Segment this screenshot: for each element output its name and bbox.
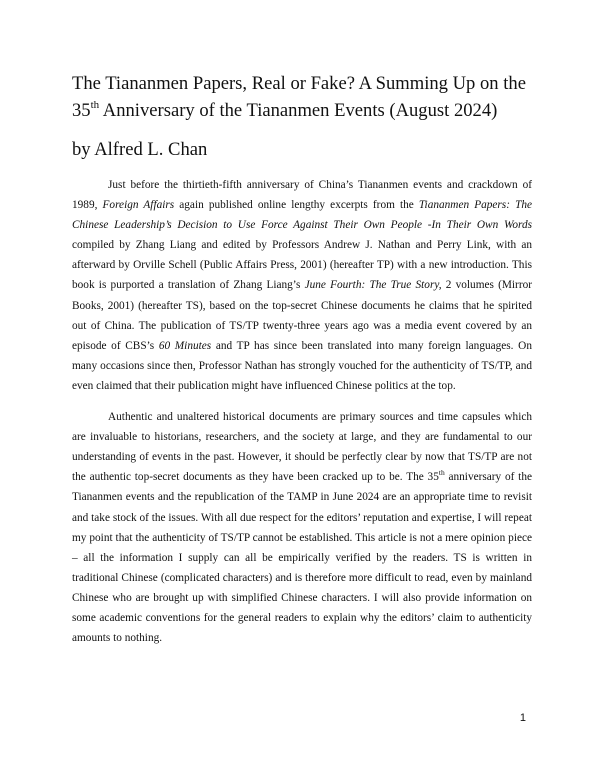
paragraph-2-superscript: th	[438, 467, 445, 477]
paragraph-1-italic-2: Tiananmen Papers: The Chinese Leadership’s Decision to Use Force Against Their Own People -In Their Own Words	[72, 199, 533, 232]
document-body	[72, 175, 532, 648]
title-line-1: The Tiananmen Papers, Real or Fake? A Summing Up on the	[72, 73, 526, 94]
title-line-2-prefix: 35	[72, 100, 91, 121]
paragraph-1-text-2: again published online lengthy excerpts from the	[174, 199, 419, 212]
paragraph-1-italic-1: Foreign Affairs	[102, 199, 175, 212]
paragraph-2	[72, 407, 532, 648]
paragraph-1-italic-4: 60 Minutes	[158, 339, 212, 352]
title-superscript: th	[90, 98, 100, 111]
paragraph-1-text-4: 2 volumes (Mirror Books, 2001) (hereafter TS), based on the top-secret Chinese documents he claims that he spirited out of China. The publication of TS/TP twenty-three years ago was a media event covered by an episode of CBS’s	[72, 279, 532, 352]
paragraph-1	[72, 175, 532, 396]
paragraph-1-text-5: and TP has since been translated into many foreign languages. On many occasions since then, Professor Nathan has strongly vouched for the authenticity of TS/TP, and even claimed that their publication might have influenced Chinese politics at the top.	[72, 339, 532, 392]
title-line-2-rest: Anniversary of the Tiananmen Events (August 2024)	[99, 100, 498, 121]
paragraph-1-text-3: compiled by Zhang Liang and edited by Professors Andrew J. Nathan and Perry Link, with an afterward by Orville Schell (Public Affairs Press, 2001) (hereafter TP) with a new introduction. This book is purported a translation of Zhang Liang’s	[72, 239, 532, 292]
paragraph-2-text-1: Authentic and unaltered historical documents are primary sources and time capsules which are invaluable to historians, researchers, and the society at large, and they are fundamental to our understanding of events in the past. However, it should be perfectly clear by now that TS/TP are not the authentic top-secret documents as they have been cracked up to be. The 35	[72, 411, 532, 484]
paragraph-1-italic-3: June Fourth: The True Story,	[304, 279, 442, 292]
document-title	[72, 70, 542, 124]
page-number: 1	[519, 712, 526, 724]
author-byline: by Alfred L. Chan	[72, 139, 208, 160]
paragraph-2-text-2: anniversary of the Tiananmen events and the republication of the TAMP in June 2024 are an appropriate time to revisit and take stock of the issues. With all due respect for the editors’ reputation and expertise, I will repeat my point that the authenticity of TS/TP cannot be established. This article is not a mere opinion piece – all the information I supply can all be empirically verified by the readers. TS is written in traditional Chinese (complicated characters) and is therefore more difficult to read, even by mainland Chinese who are brought up with simplified Chinese characters. I will also provide information on some academic conventions for the general readers to explain why the editors’ claim to authenticity amounts to nothing.	[72, 471, 532, 645]
paragraph-1-text-1: Just before the thirtieth-fifth anniversary of China’s Tiananmen events and crackdown of 1989,	[72, 179, 532, 212]
